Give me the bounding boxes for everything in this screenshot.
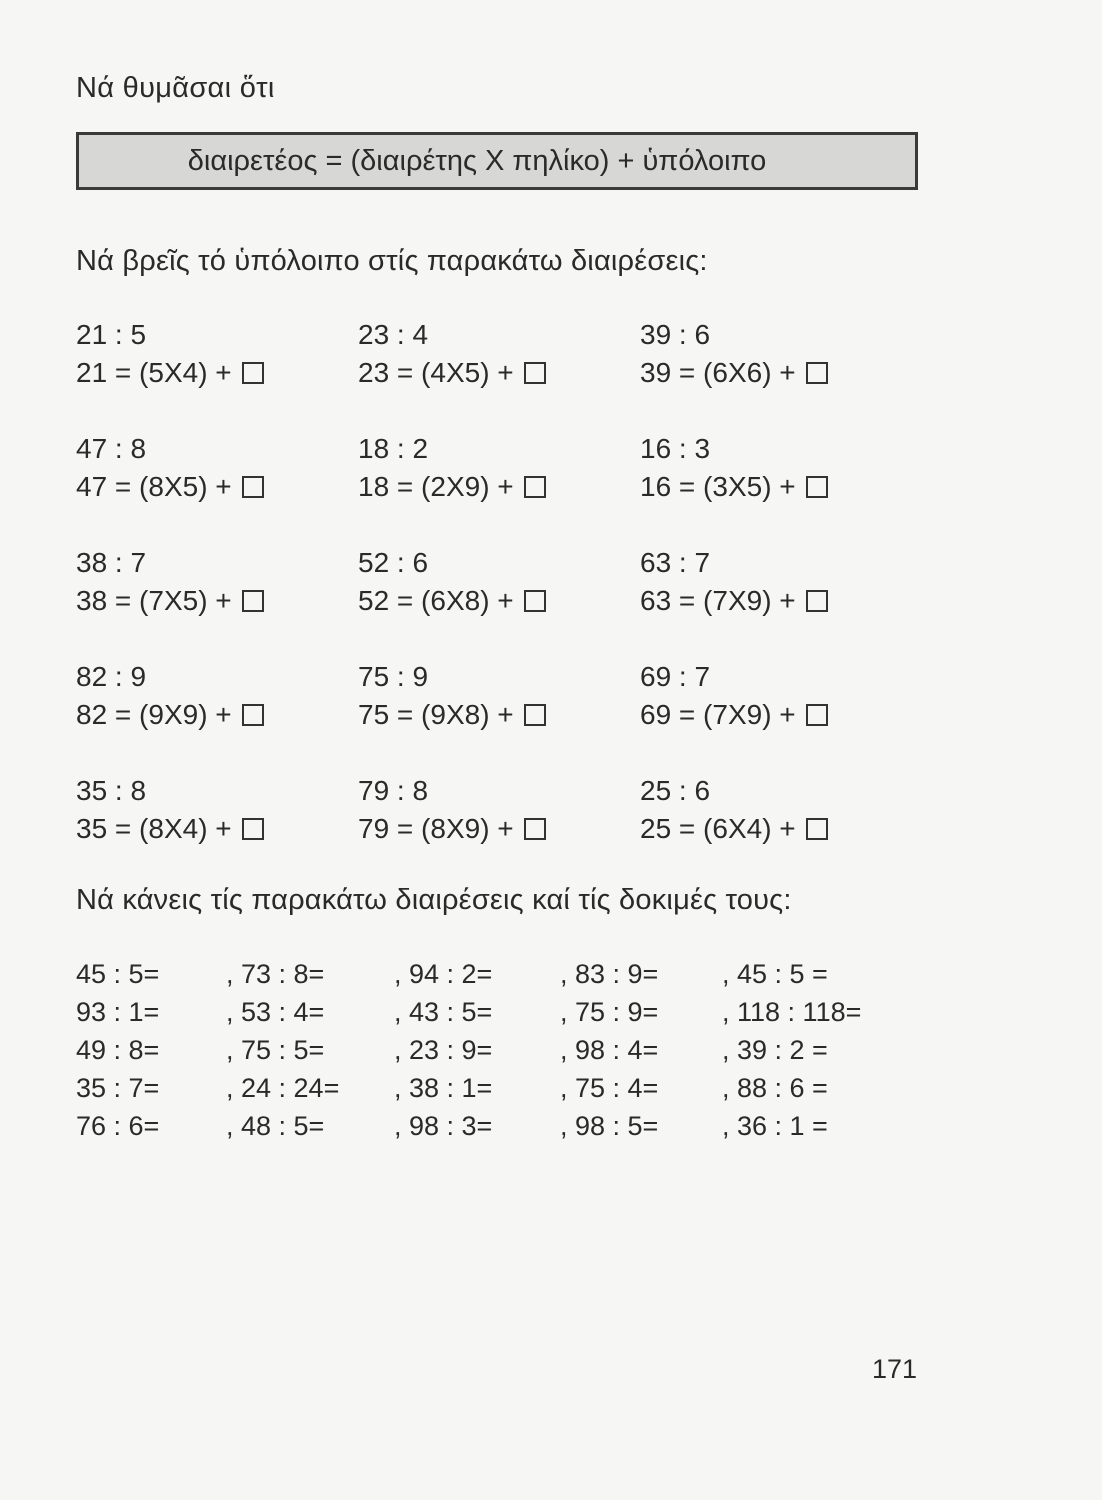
answer-box[interactable] [524,704,546,726]
division-exercise: , 53 : 4= [226,997,325,1027]
answer-box[interactable] [806,704,828,726]
division-text: 16 : 3 [640,433,711,464]
answer-box[interactable] [524,476,546,498]
remainder-row [76,544,976,658]
division-exercise: , 98 : 4= [560,1035,659,1065]
division-text: 39 : 6 [640,319,711,350]
remainder-item [358,544,638,620]
equation-text: 16 = (3X5) + [640,471,796,502]
division-exercise: , 43 : 5= [394,997,493,1027]
page-number: 171 [872,1354,918,1384]
remainder-item [640,430,920,506]
division-exercise: , 75 : 4= [560,1073,659,1103]
equation-text: 35 = (8X4) + [76,813,232,844]
remainder-item [358,316,638,392]
division-text: 52 : 6 [358,547,429,578]
answer-box[interactable] [806,362,828,384]
remainder-item [358,772,638,848]
division-exercise: , 75 : 5= [226,1035,325,1065]
remainder-instruction: Νά βρεῖς τό ὑπόλοιπο στίς παρακάτω διαιρέσεις: [76,245,708,277]
division-text: 23 : 4 [358,319,429,350]
answer-box[interactable] [806,476,828,498]
division-exercise: , 73 : 8= [226,959,325,989]
division-exercise: , 48 : 5= [226,1111,325,1141]
remainder-item [640,544,920,620]
remainder-item [358,658,638,734]
remainder-item [358,430,638,506]
division-exercise: , 36 : 1 = [722,1111,828,1141]
answer-box[interactable] [242,818,264,840]
division-exercise: 45 : 5= [76,959,160,989]
equation-text: 75 = (9X8) + [358,699,514,730]
division-exercise: 76 : 6= [76,1111,160,1141]
answer-box[interactable] [524,590,546,612]
division-text: 63 : 7 [640,547,711,578]
division-text: 25 : 6 [640,775,711,806]
division-exercise: , 88 : 6 = [722,1073,828,1103]
division-exercise: , 98 : 5= [560,1111,659,1141]
division-text: 35 : 8 [76,775,147,806]
remainder-item [640,316,920,392]
division-exercise: 35 : 7= [76,1073,160,1103]
remainder-row [76,430,976,544]
equation-text: 39 = (6X6) + [640,357,796,388]
division-text: 82 : 9 [76,661,147,692]
division-text: 79 : 8 [358,775,429,806]
remainder-item [76,316,356,392]
division-exercise: , 24 : 24= [226,1073,340,1103]
division-exercise: , 94 : 2= [394,959,493,989]
equation-text: 47 = (8X5) + [76,471,232,502]
division-exercise: , 45 : 5 = [722,959,828,989]
equation-text: 63 = (7X9) + [640,585,796,616]
division-text: 38 : 7 [76,547,147,578]
division-rule-box [76,132,918,190]
remainder-item [76,772,356,848]
answer-box[interactable] [242,590,264,612]
division-exercise: , 39 : 2 = [722,1035,828,1065]
division-exercise: 49 : 8= [76,1035,160,1065]
division-text: 75 : 9 [358,661,429,692]
answer-box[interactable] [242,476,264,498]
remember-heading: Νά θυμᾶσαι ὅτι [76,72,275,104]
division-exercise: 93 : 1= [76,997,160,1027]
division-exercise: , 83 : 9= [560,959,659,989]
division-exercise: , 38 : 1= [394,1073,493,1103]
division-text: 47 : 8 [76,433,147,464]
division-exercise: , 98 : 3= [394,1111,493,1141]
division-exercise: , 118 : 118= [722,997,862,1027]
division-text: 21 : 5 [76,319,147,350]
division-text: 18 : 2 [358,433,429,464]
remainder-exercise-grid [76,316,976,886]
division-exercise: , 75 : 9= [560,997,659,1027]
remainder-row [76,772,976,886]
divisions-instruction: Νά κάνεις τίς παρακάτω διαιρέσεις καί τίς δοκιμές τους: [76,884,792,916]
answer-box[interactable] [242,704,264,726]
division-exercise: , 23 : 9= [394,1035,493,1065]
equation-text: 23 = (4X5) + [358,357,514,388]
remainder-row [76,658,976,772]
equation-text: 79 = (8X9) + [358,813,514,844]
remainder-item [640,658,920,734]
answer-box[interactable] [806,818,828,840]
remainder-item [76,430,356,506]
remainder-item [640,772,920,848]
equation-text: 18 = (2X9) + [358,471,514,502]
equation-text: 21 = (5X4) + [76,357,232,388]
answer-box[interactable] [806,590,828,612]
remainder-item [76,658,356,734]
equation-text: 52 = (6X8) + [358,585,514,616]
division-rule-text: διαιρετέος = (διαιρέτης X πηλίκο) + ὑπόλοιπο [187,144,767,177]
remainder-item [76,544,356,620]
remainder-row [76,316,976,430]
answer-box[interactable] [524,818,546,840]
equation-text: 25 = (6X4) + [640,813,796,844]
equation-text: 69 = (7X9) + [640,699,796,730]
answer-box[interactable] [524,362,546,384]
answer-box[interactable] [242,362,264,384]
division-text: 69 : 7 [640,661,711,692]
equation-text: 38 = (7X5) + [76,585,232,616]
equation-text: 82 = (9X9) + [76,699,232,730]
